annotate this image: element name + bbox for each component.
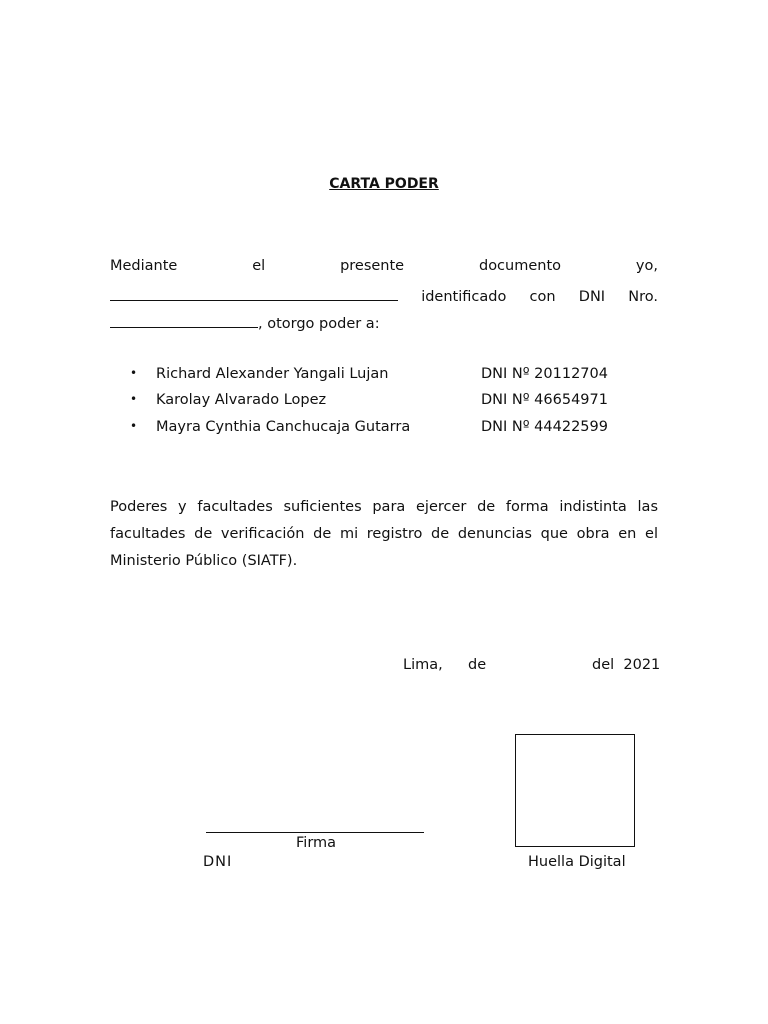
intro-suffix: , otorgo poder a: xyxy=(258,316,380,332)
attorney-list-item xyxy=(130,419,650,441)
powers-line: Poderes y facultades suficientes para ejercer de forma indistinta las xyxy=(110,499,658,515)
document-title: CARTA PODER xyxy=(329,176,439,192)
intro-word: documento xyxy=(478,258,562,274)
bullet-icon: • xyxy=(130,366,138,380)
intro-word: identificado xyxy=(421,289,507,305)
intro-line-3 xyxy=(110,312,380,332)
powers-paragraph xyxy=(110,494,658,575)
intro-word: con xyxy=(529,289,556,305)
date-year: del 2021 xyxy=(592,657,661,673)
attorney-name: Mayra Cynthia Canchucaja Gutarra xyxy=(156,419,411,435)
intro-word: Nro. xyxy=(628,289,658,305)
intro-word: DNI xyxy=(578,289,606,305)
intro-word: el xyxy=(252,258,266,274)
signature-dni-label: DNI xyxy=(203,854,233,870)
bullet-icon: • xyxy=(130,392,138,406)
attorney-dni: DNI Nº 46654971 xyxy=(481,392,608,408)
fingerprint-box[interactable] xyxy=(515,734,635,847)
powers-line: facultades de verificación de mi registro de denuncias que obra en el xyxy=(110,526,658,542)
attorney-name: Karolay Alvarado Lopez xyxy=(156,392,327,408)
attorney-list-item xyxy=(130,392,650,414)
powers-line: Ministerio Público (SIATF). xyxy=(110,553,298,569)
name-blank-field[interactable] xyxy=(110,285,398,301)
intro-word: yo, xyxy=(635,258,658,274)
attorney-list-item xyxy=(130,366,650,388)
date-city: Lima, xyxy=(403,657,443,673)
attorney-dni: DNI Nº 44422599 xyxy=(481,419,608,435)
signature-line[interactable] xyxy=(206,832,424,833)
fingerprint-label: Huella Digital xyxy=(528,854,626,870)
dni-blank-field[interactable] xyxy=(110,312,258,328)
intro-line-1 xyxy=(110,258,658,274)
intro-word: presente xyxy=(340,258,405,274)
intro-line-2 xyxy=(110,285,658,305)
intro-word: Mediante xyxy=(110,258,178,274)
attorney-dni: DNI Nº 20112704 xyxy=(481,366,608,382)
bullet-icon: • xyxy=(130,419,138,433)
attorney-name: Richard Alexander Yangali Lujan xyxy=(156,366,389,382)
signature-label: Firma xyxy=(296,835,337,851)
date-de: de xyxy=(468,657,487,673)
